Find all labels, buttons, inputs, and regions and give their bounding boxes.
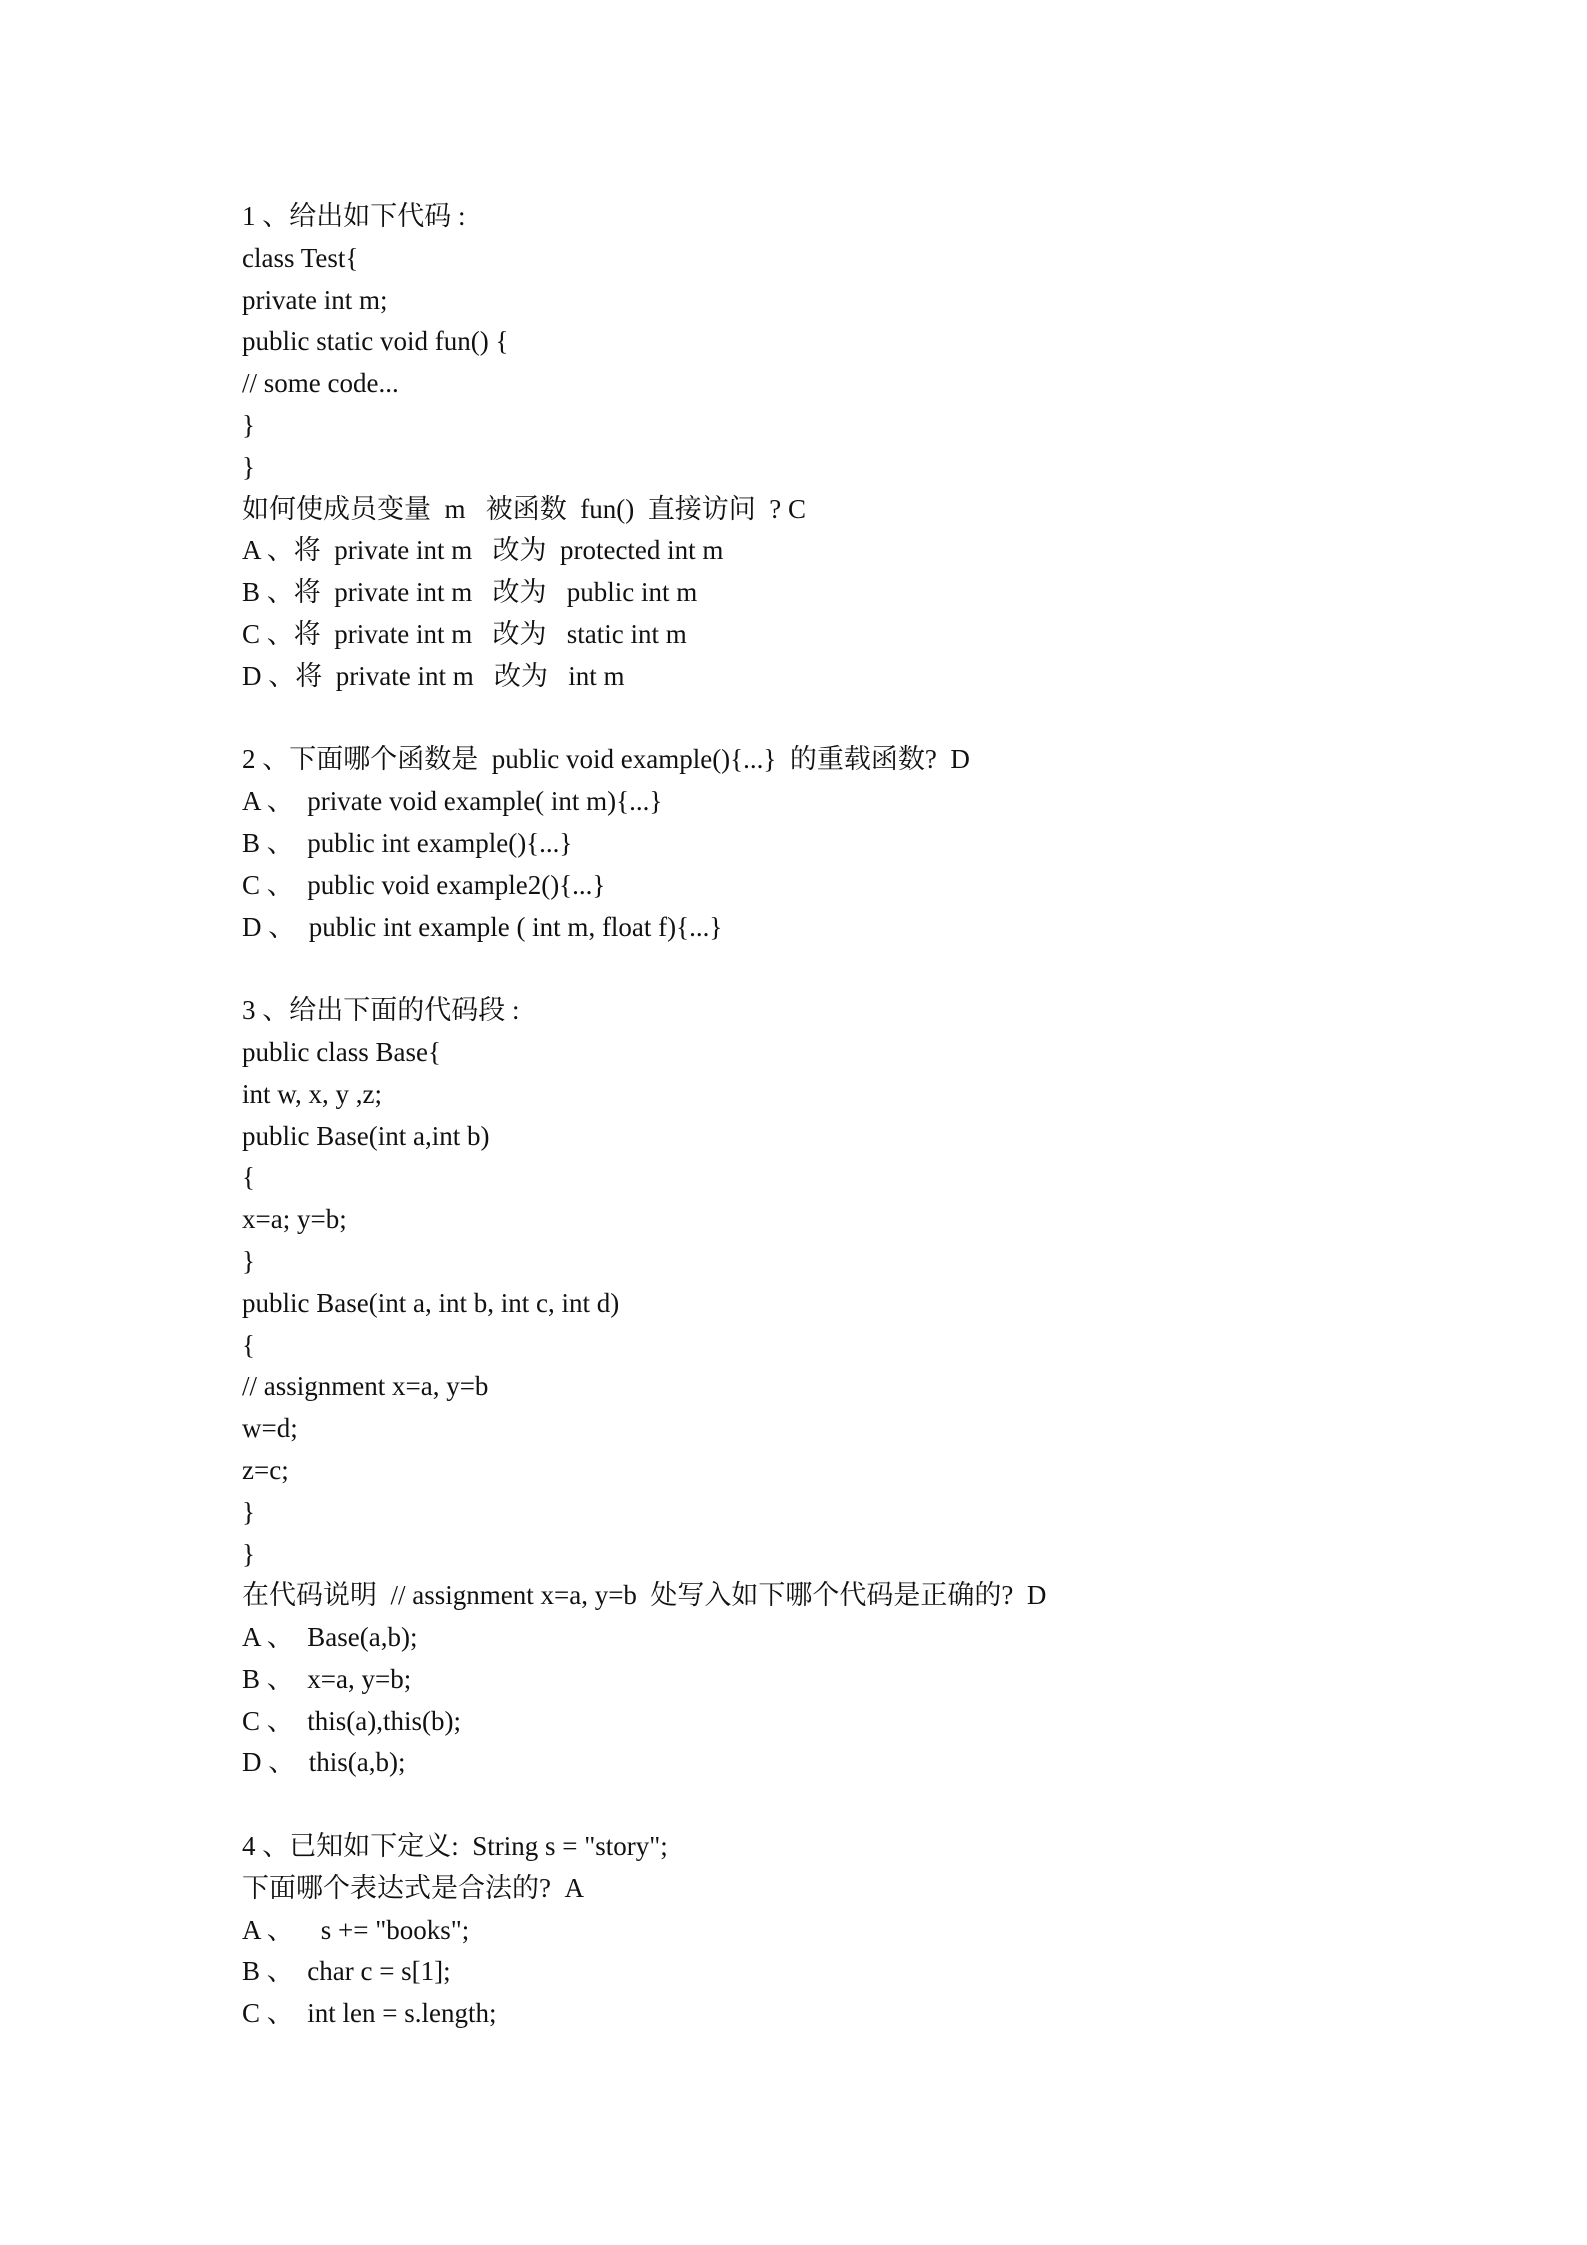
- option-b: B 、 x=a, y=b;: [242, 1663, 412, 1694]
- code-line: }: [242, 1245, 255, 1276]
- code-line: private int m;: [242, 284, 388, 315]
- code-line: public class Base{: [242, 1036, 441, 1067]
- question-3: [242, 990, 1342, 1784]
- question-3-prompt: 在代码说明 // assignment x=a, y=b 处写入如下哪个代码是正确的? D: [242, 1580, 1047, 1611]
- code-line: // some code...: [242, 368, 399, 399]
- option-a: A 、将 private int m 改为 protected int m: [242, 535, 724, 566]
- code-line: int w, x, y ,z;: [242, 1078, 382, 1109]
- code-line: public Base(int a,int b): [242, 1120, 490, 1151]
- code-line: }: [242, 451, 255, 482]
- code-line: w=d;: [242, 1413, 298, 1444]
- spacer: [242, 698, 1342, 740]
- code-line: // assignment x=a, y=b: [242, 1371, 489, 1402]
- question-4-title: 4 、已知如下定义: String s = "story";: [242, 1831, 668, 1862]
- question-4: [242, 1826, 1342, 2035]
- option-c: C 、将 private int m 改为 static int m: [242, 618, 687, 649]
- code-line: }: [242, 409, 255, 440]
- code-line: z=c;: [242, 1454, 289, 1485]
- question-1: [242, 196, 1342, 698]
- code-line: public static void fun() {: [242, 326, 509, 357]
- code-line: {: [242, 1162, 255, 1193]
- option-a: A 、 Base(a,b);: [242, 1622, 418, 1653]
- code-line: class Test{: [242, 242, 359, 273]
- document-page: [242, 196, 1342, 2035]
- option-d: D 、 public int example ( int m, float f){...}: [242, 911, 723, 942]
- option-b: B 、 public int example(){...}: [242, 827, 573, 858]
- option-b: B 、 char c = s[1];: [242, 1956, 451, 1987]
- option-c: C 、 int len = s.length;: [242, 1998, 497, 2029]
- question-1-title: 1 、给出如下代码 :: [242, 201, 466, 231]
- option-c: C 、 public void example2(){...}: [242, 869, 606, 900]
- code-line: }: [242, 1496, 255, 1527]
- option-d: D 、 this(a,b);: [242, 1747, 406, 1778]
- option-d: D 、将 private int m 改为 int m: [242, 660, 625, 691]
- question-3-title: 3 、给出下面的代码段 :: [242, 995, 520, 1026]
- code-line: public Base(int a, int b, int c, int d): [242, 1287, 620, 1318]
- option-a: A 、 s += "books";: [242, 1914, 470, 1945]
- option-b: B 、将 private int m 改为 public int m: [242, 577, 698, 608]
- option-a: A 、 private void example( int m){...}: [242, 786, 663, 817]
- question-2: [242, 739, 1342, 948]
- code-line: x=a; y=b;: [242, 1204, 347, 1235]
- question-1-prompt: 如何使成员变量 m 被函数 fun() 直接访问 ? C: [242, 493, 806, 524]
- code-line: }: [242, 1538, 255, 1569]
- code-line: {: [242, 1329, 255, 1360]
- question-2-title: 2 、下面哪个函数是 public void example(){...} 的重载函数? D: [242, 744, 970, 775]
- question-4-prompt: 下面哪个表达式是合法的? A: [242, 1872, 584, 1903]
- spacer: [242, 1784, 1342, 1826]
- spacer: [242, 948, 1342, 990]
- option-c: C 、 this(a),this(b);: [242, 1705, 461, 1736]
